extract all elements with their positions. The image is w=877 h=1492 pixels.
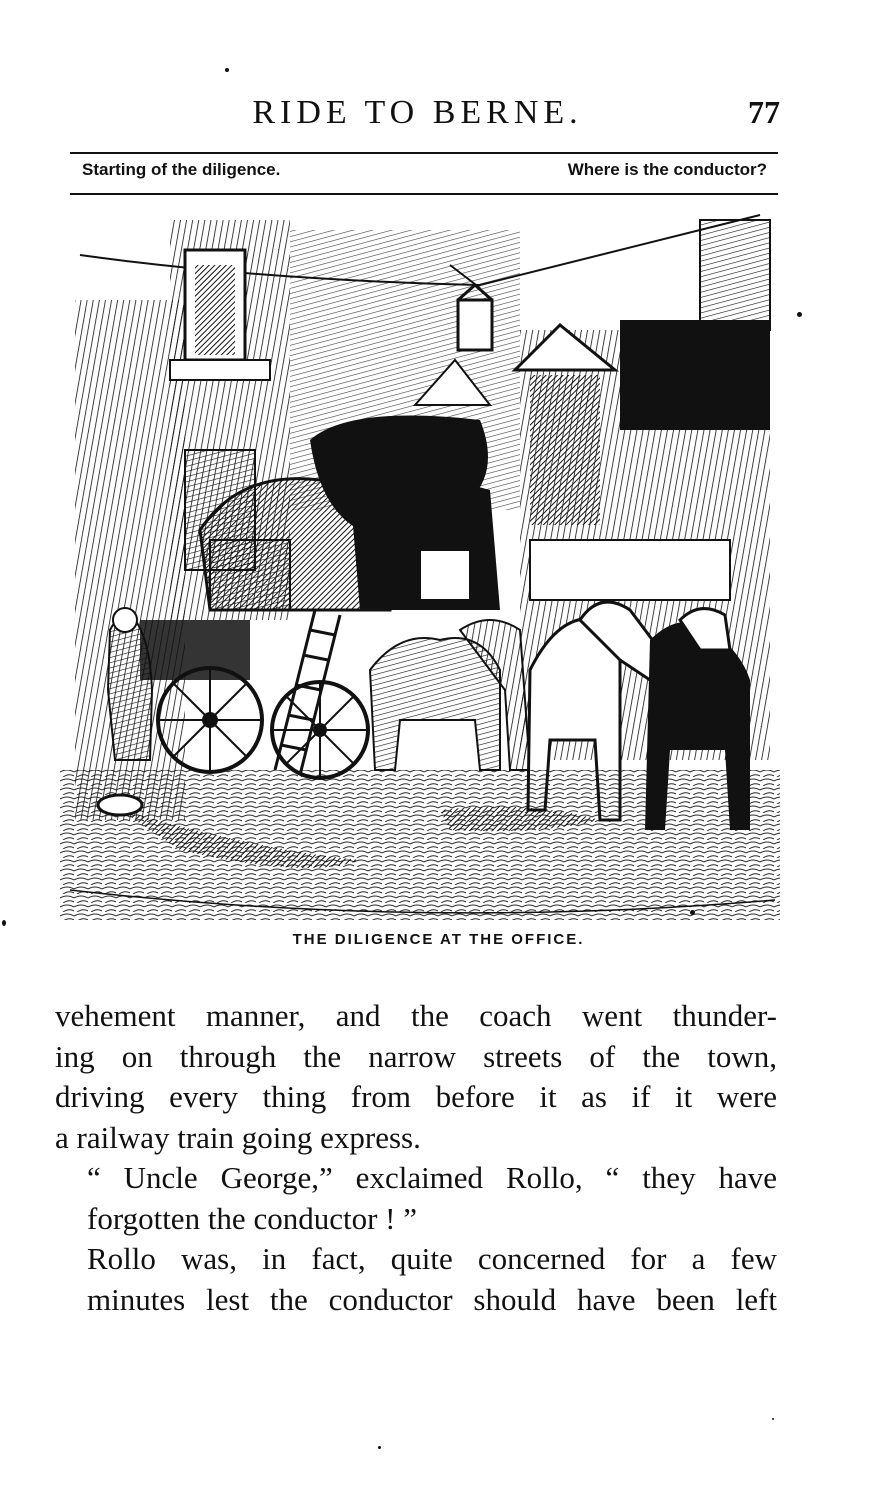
- text-line: minutes lest the conductor should have been left: [87, 1281, 777, 1317]
- subhead-right: Where is the conductor?: [567, 160, 767, 179]
- page-number: 77: [748, 94, 780, 130]
- text-line: driving every thing from before it as if it were: [55, 1079, 777, 1114]
- paragraph: [55, 996, 777, 1158]
- paragraph: [55, 1158, 777, 1239]
- text-line: a railway train going express.: [55, 1119, 421, 1155]
- print-speck: [772, 1418, 774, 1420]
- text-line: vehement manner, and the coach went thunder-: [55, 998, 777, 1033]
- subhead-left: Starting of the diligence.: [82, 160, 281, 179]
- running-title: RIDE TO BERNE.: [252, 94, 583, 131]
- illustration-caption: THE DILIGENCE AT THE OFFICE.: [292, 931, 585, 948]
- print-speck: [378, 1446, 381, 1449]
- paragraph: [55, 1239, 777, 1320]
- bottom-rule: [70, 193, 778, 195]
- top-rule: [70, 152, 778, 154]
- print-speck: [797, 312, 802, 317]
- body-text: [55, 996, 777, 1320]
- text-line: ing on through the narrow streets of the town,: [55, 1038, 777, 1074]
- diligence-illustration: [60, 210, 780, 920]
- text-line: Rollo was, in fact, quite concerned for a few: [87, 1241, 777, 1276]
- text-line: “ Uncle George,” exclaimed Rollo, “ they have: [87, 1160, 777, 1195]
- text-line: forgotten the conductor ! ”: [87, 1200, 417, 1236]
- print-speck: [690, 910, 695, 915]
- print-speck: [2, 920, 6, 926]
- print-speck: [225, 68, 229, 72]
- running-head: [55, 94, 780, 138]
